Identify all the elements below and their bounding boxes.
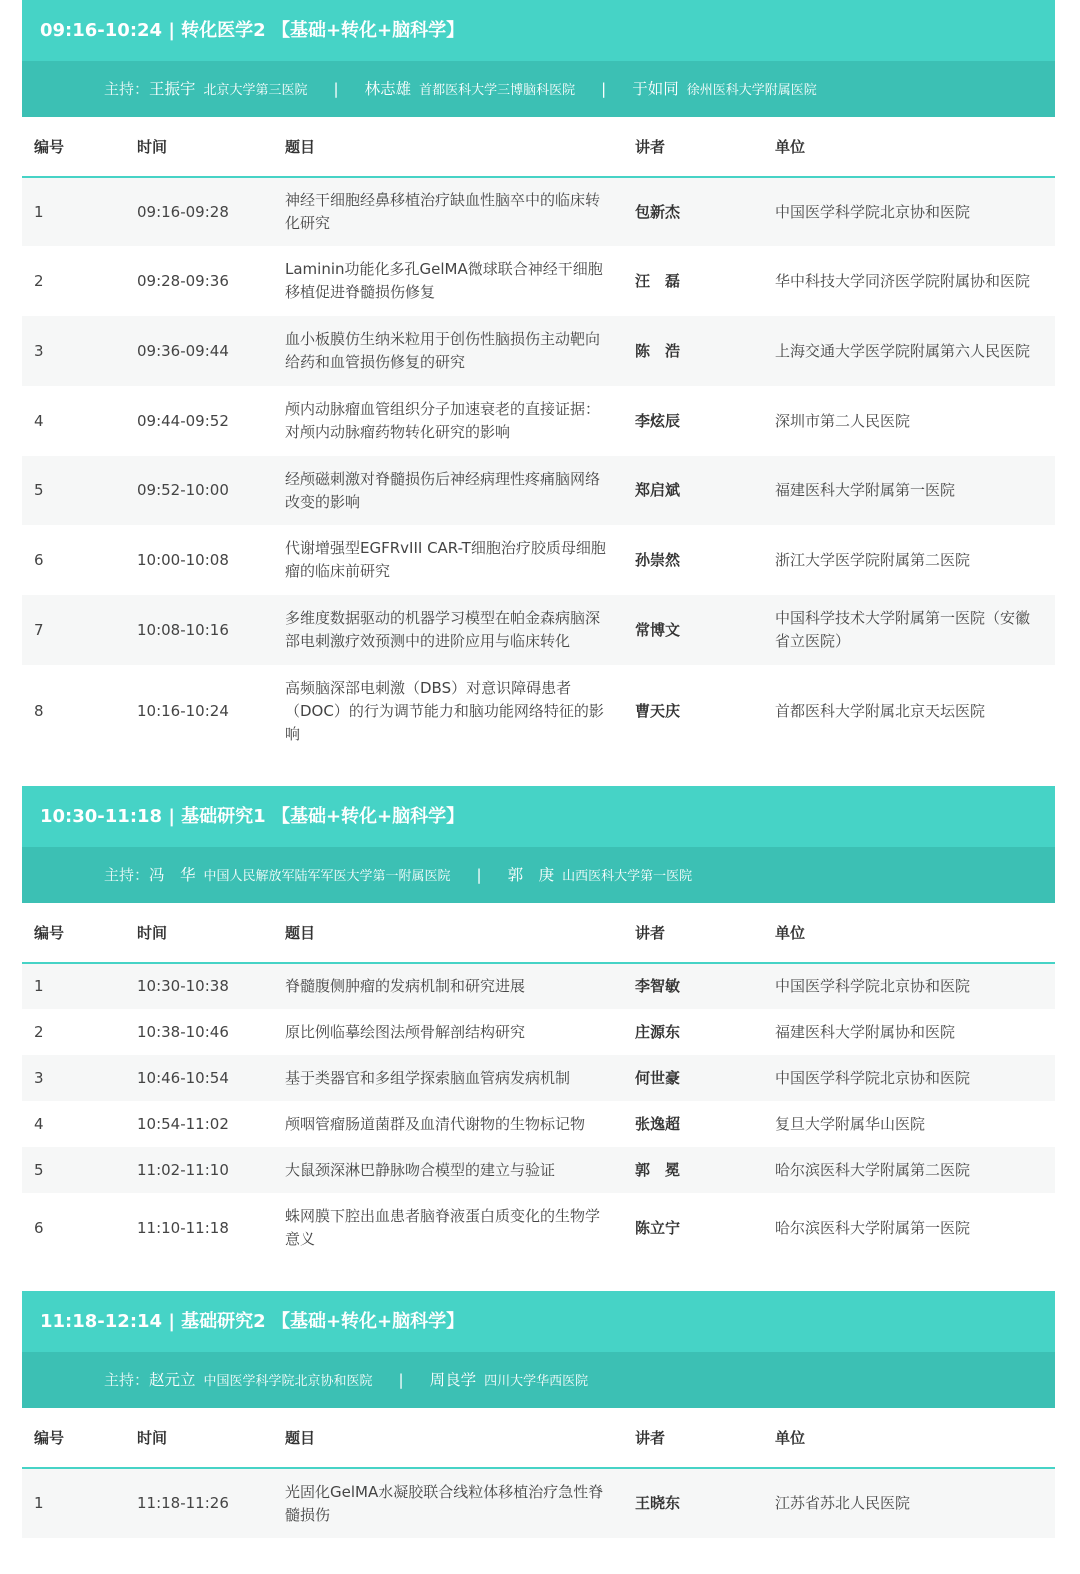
cell-topic: Laminin功能化多孔GelMA微球联合神经干细胞移植促进脊髓损伤修复 xyxy=(285,246,635,316)
host xyxy=(508,847,693,905)
cell-topic: 蛛网膜下腔出血患者脑脊液蛋白质变化的生物学意义 xyxy=(285,1193,635,1263)
host-name: 冯 华 xyxy=(149,866,196,884)
cell-org: 中国医学科学院北京协和医院 xyxy=(775,1055,1055,1101)
cell-time: 10:54-11:02 xyxy=(137,1101,285,1147)
cell-speaker: 郭 冕 xyxy=(635,1147,775,1193)
host-name: 赵元立 xyxy=(149,1371,196,1389)
cell-org: 中国科学技术大学附属第一医院（安徽省立医院） xyxy=(775,595,1055,665)
cell-speaker: 包新杰 xyxy=(635,177,775,246)
cell-time: 09:28-09:36 xyxy=(137,246,285,316)
cell-time: 09:16-09:28 xyxy=(137,177,285,246)
cell-org: 浙江大学医学院附属第二医院 xyxy=(775,525,1055,595)
cell-org: 上海交通大学医学院附属第六人民医院 xyxy=(775,316,1055,386)
host-bar xyxy=(22,1352,1055,1408)
cell-no: 4 xyxy=(22,1101,137,1147)
table-header-row xyxy=(22,1408,1055,1468)
host xyxy=(149,847,451,905)
cell-no: 5 xyxy=(22,456,137,525)
cell-topic: 经颅磁刺激对脊髓损伤后神经病理性疼痛脑网络改变的影响 xyxy=(285,456,635,525)
cell-org: 哈尔滨医科大学附属第二医院 xyxy=(775,1147,1055,1193)
host-bar xyxy=(22,847,1055,903)
host xyxy=(430,1352,589,1410)
host xyxy=(632,61,817,119)
cell-no: 1 xyxy=(22,963,137,1009)
session-title: 10:30-11:18 | 基础研究1 【基础+转化+脑科学】 xyxy=(22,786,1055,847)
host-separator: | xyxy=(476,866,482,884)
col-header-speaker: 讲者 xyxy=(635,117,775,177)
cell-time: 10:30-10:38 xyxy=(137,963,285,1009)
host xyxy=(149,61,308,119)
cell-topic: 代谢增强型EGFRvIII CAR-T细胞治疗胶质母细胞瘤的临床前研究 xyxy=(285,525,635,595)
cell-speaker: 李炫辰 xyxy=(635,386,775,456)
cell-speaker: 庄源东 xyxy=(635,1009,775,1055)
table-row xyxy=(22,1055,1055,1101)
col-header-speaker: 讲者 xyxy=(635,903,775,963)
host-name: 周良学 xyxy=(429,1371,477,1389)
cell-topic: 血小板膜仿生纳米粒用于创伤性脑损伤主动靶向给药和血管损伤修复的研究 xyxy=(285,316,635,386)
table-row xyxy=(22,1147,1055,1193)
cell-time: 10:46-10:54 xyxy=(137,1055,285,1101)
cell-topic: 原比例临摹绘图法颅骨解剖结构研究 xyxy=(285,1009,635,1055)
host xyxy=(149,1352,373,1410)
session-3 xyxy=(22,1291,1055,1538)
cell-speaker: 孙崇然 xyxy=(635,525,775,595)
cell-time: 10:00-10:08 xyxy=(137,525,285,595)
cell-topic: 神经干细胞经鼻移植治疗缺血性脑卒中的临床转化研究 xyxy=(285,177,635,246)
host-label: 主持： xyxy=(104,1371,150,1389)
cell-speaker: 李智敏 xyxy=(635,963,775,1009)
table-row xyxy=(22,1101,1055,1147)
col-header-no: 编号 xyxy=(22,903,137,963)
col-header-topic: 题目 xyxy=(285,903,635,963)
cell-speaker: 常博文 xyxy=(635,595,775,665)
cell-time: 09:52-10:00 xyxy=(137,456,285,525)
host-name: 郭 庚 xyxy=(507,866,555,884)
cell-time: 11:02-11:10 xyxy=(137,1147,285,1193)
cell-speaker: 何世豪 xyxy=(635,1055,775,1101)
cell-topic: 高频脑深部电刺激（DBS）对意识障碍患者（DOC）的行为调节能力和脑功能网络特征的影响 xyxy=(285,665,635,758)
cell-org: 江苏省苏北人民医院 xyxy=(775,1468,1055,1538)
col-header-time: 时间 xyxy=(137,1408,285,1468)
host-org: 中国人民解放军陆军军医大学第一附属医院 xyxy=(203,869,451,884)
cell-speaker: 王晓东 xyxy=(635,1468,775,1538)
host-org: 山西医科大学第一医院 xyxy=(562,869,693,884)
cell-topic: 基于类器官和多组学探索脑血管病发病机制 xyxy=(285,1055,635,1101)
table-row xyxy=(22,595,1055,665)
host-separator: | xyxy=(333,80,339,98)
table-row xyxy=(22,1009,1055,1055)
table-row xyxy=(22,246,1055,316)
cell-org: 福建医科大学附属协和医院 xyxy=(775,1009,1055,1055)
cell-speaker: 郑启斌 xyxy=(635,456,775,525)
cell-no: 1 xyxy=(22,177,137,246)
table-row xyxy=(22,456,1055,525)
table-row xyxy=(22,177,1055,246)
col-header-speaker: 讲者 xyxy=(635,1408,775,1468)
table-row xyxy=(22,963,1055,1009)
cell-topic: 脊髓腹侧肿瘤的发病机制和研究进展 xyxy=(285,963,635,1009)
cell-no: 3 xyxy=(22,316,137,386)
cell-time: 10:38-10:46 xyxy=(137,1009,285,1055)
cell-topic: 颅咽管瘤肠道菌群及血清代谢物的生物标记物 xyxy=(285,1101,635,1147)
session-1 xyxy=(22,0,1055,758)
host xyxy=(365,61,576,119)
table-row xyxy=(22,665,1055,758)
cell-no: 8 xyxy=(22,665,137,758)
cell-topic: 大鼠颈深淋巴静脉吻合模型的建立与验证 xyxy=(285,1147,635,1193)
session-title: 11:18-12:14 | 基础研究2 【基础+转化+脑科学】 xyxy=(22,1291,1055,1352)
host-org: 四川大学华西医院 xyxy=(484,1374,589,1389)
table-row xyxy=(22,1468,1055,1538)
cell-speaker: 陈立宁 xyxy=(635,1193,775,1263)
cell-org: 中国医学科学院北京协和医院 xyxy=(775,963,1055,1009)
cell-org: 首都医科大学附属北京天坛医院 xyxy=(775,665,1055,758)
cell-org: 华中科技大学同济医学院附属协和医院 xyxy=(775,246,1055,316)
schedule-table xyxy=(22,117,1055,758)
col-header-org: 单位 xyxy=(775,1408,1055,1468)
cell-time: 11:18-11:26 xyxy=(137,1468,285,1538)
host-separator: | xyxy=(601,80,607,98)
col-header-topic: 题目 xyxy=(285,1408,635,1468)
cell-no: 3 xyxy=(22,1055,137,1101)
cell-org: 福建医科大学附属第一医院 xyxy=(775,456,1055,525)
col-header-no: 编号 xyxy=(22,117,137,177)
session-title: 09:16-10:24 | 转化医学2 【基础+转化+脑科学】 xyxy=(22,0,1055,61)
cell-speaker: 汪 磊 xyxy=(635,246,775,316)
cell-no: 1 xyxy=(22,1468,137,1538)
host-name: 林志雄 xyxy=(364,80,412,98)
cell-time: 09:36-09:44 xyxy=(137,316,285,386)
col-header-time: 时间 xyxy=(137,903,285,963)
cell-time: 11:10-11:18 xyxy=(137,1193,285,1263)
cell-org: 哈尔滨医科大学附属第一医院 xyxy=(775,1193,1055,1263)
col-header-org: 单位 xyxy=(775,117,1055,177)
col-header-time: 时间 xyxy=(137,117,285,177)
schedule-table xyxy=(22,903,1055,1263)
host-org: 首都医科大学三博脑科医院 xyxy=(419,83,576,98)
cell-time: 10:08-10:16 xyxy=(137,595,285,665)
cell-org: 深圳市第二人民医院 xyxy=(775,386,1055,456)
host-name: 王振宇 xyxy=(149,80,196,98)
table-row xyxy=(22,386,1055,456)
col-header-org: 单位 xyxy=(775,903,1055,963)
cell-topic: 多维度数据驱动的机器学习模型在帕金森病脑深部电刺激疗效预测中的进阶应用与临床转化 xyxy=(285,595,635,665)
table-header-row xyxy=(22,117,1055,177)
cell-topic: 颅内动脉瘤血管组织分子加速衰老的直接证据：对颅内动脉瘤药物转化研究的影响 xyxy=(285,386,635,456)
cell-org: 中国医学科学院北京协和医院 xyxy=(775,177,1055,246)
host-label: 主持： xyxy=(104,866,150,884)
host-org: 徐州医科大学附属医院 xyxy=(686,83,817,98)
cell-speaker: 陈 浩 xyxy=(635,316,775,386)
table-header-row xyxy=(22,903,1055,963)
cell-no: 4 xyxy=(22,386,137,456)
cell-speaker: 曹天庆 xyxy=(635,665,775,758)
cell-time: 09:44-09:52 xyxy=(137,386,285,456)
col-header-no: 编号 xyxy=(22,1408,137,1468)
table-row xyxy=(22,525,1055,595)
schedule-table xyxy=(22,1408,1055,1538)
host-org: 中国医学科学院北京协和医院 xyxy=(203,1374,373,1389)
cell-time: 10:16-10:24 xyxy=(137,665,285,758)
host-separator: | xyxy=(398,1371,404,1389)
cell-no: 2 xyxy=(22,1009,137,1055)
table-row xyxy=(22,316,1055,386)
cell-no: 6 xyxy=(22,525,137,595)
session-2 xyxy=(22,786,1055,1263)
cell-topic: 光固化GelMA水凝胶联合线粒体移植治疗急性脊髓损伤 xyxy=(285,1468,635,1538)
col-header-topic: 题目 xyxy=(285,117,635,177)
cell-org: 复旦大学附属华山医院 xyxy=(775,1101,1055,1147)
host-name: 于如同 xyxy=(632,80,679,98)
cell-speaker: 张逸超 xyxy=(635,1101,775,1147)
cell-no: 7 xyxy=(22,595,137,665)
host-bar xyxy=(22,61,1055,117)
cell-no: 5 xyxy=(22,1147,137,1193)
host-label: 主持： xyxy=(104,80,150,98)
host-org: 北京大学第三医院 xyxy=(203,83,308,98)
cell-no: 2 xyxy=(22,246,137,316)
cell-no: 6 xyxy=(22,1193,137,1263)
table-row xyxy=(22,1193,1055,1263)
